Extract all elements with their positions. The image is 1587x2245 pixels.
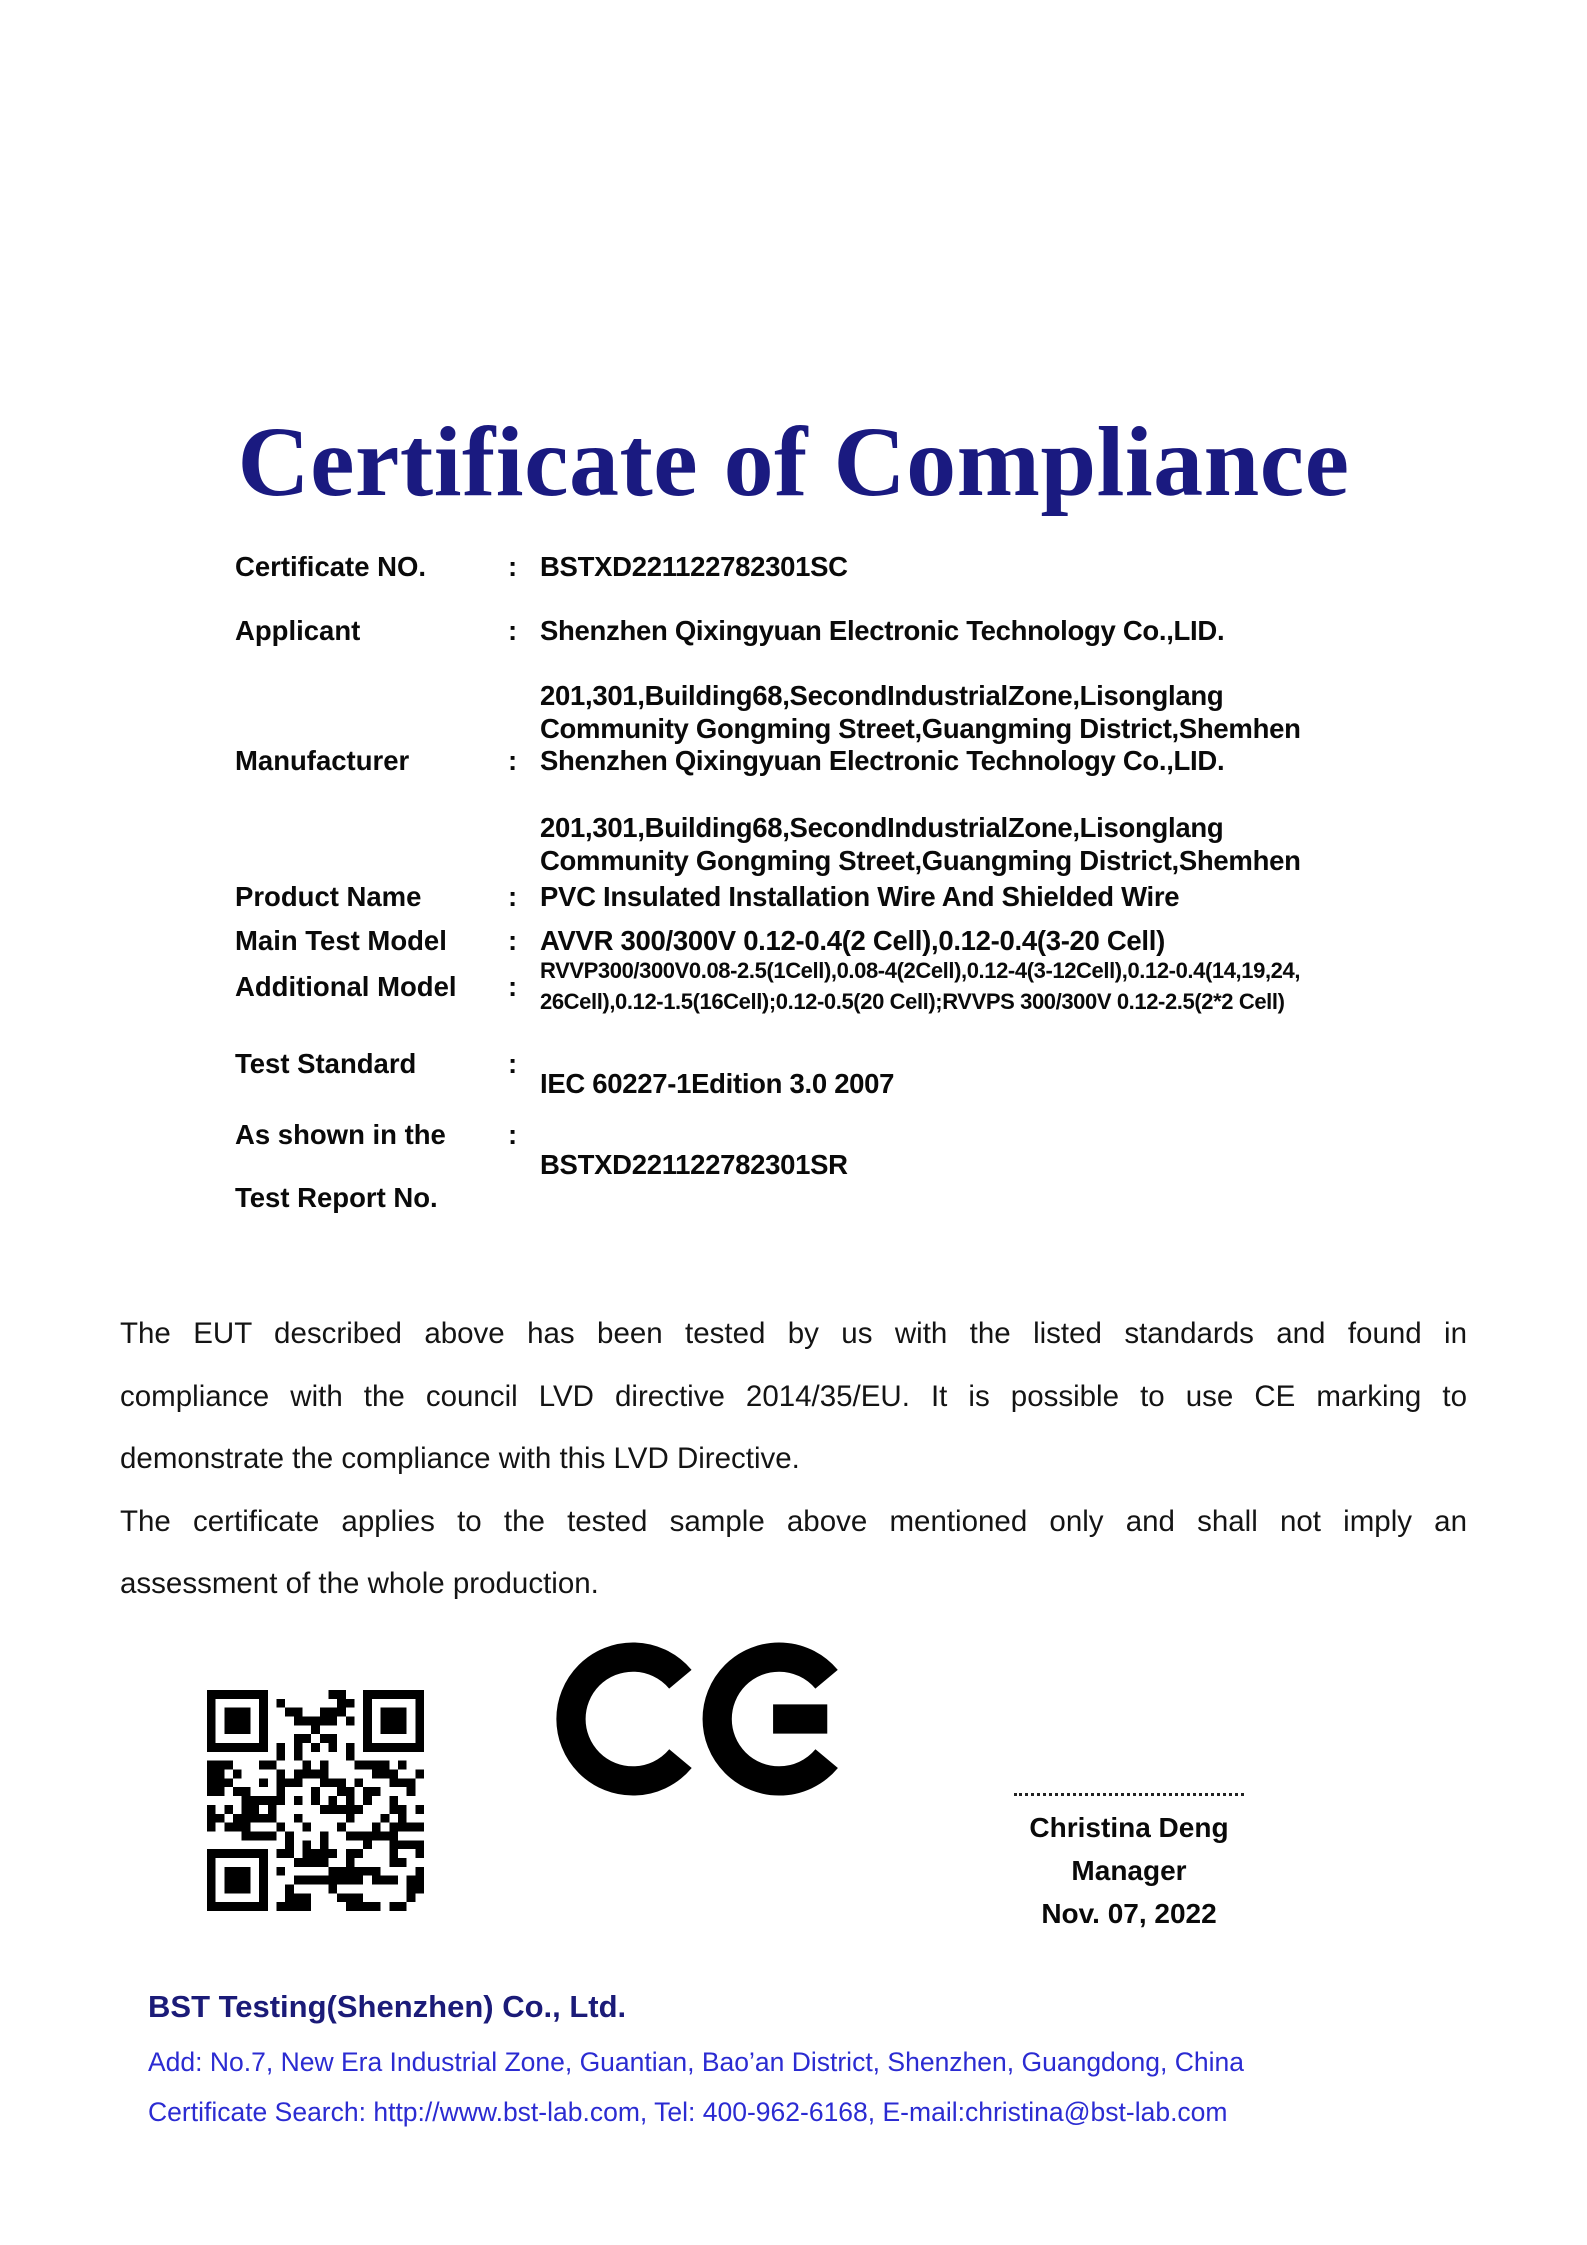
colon-separator: :: [508, 925, 518, 956]
lab-contact-line: Certificate Search: http://www.bst-lab.com, Tel: 400-962-6168, E-mail:christina@bst-lab.com: [148, 2097, 1228, 2127]
colon-separator: :: [508, 615, 518, 646]
main-test-model-label: Main Test Model: [235, 925, 447, 956]
field-additional-model: [235, 955, 1470, 1017]
statement-line: compliance with the council LVD directive 2014/35/EU. It is possible to use CE marking to: [120, 1379, 1467, 1413]
statement-line: The certificate applies to the tested sample above mentioned only and shall not imply an: [120, 1504, 1467, 1538]
as-shown-label: As shown in the: [235, 1119, 446, 1150]
signature-block: [1012, 1793, 1246, 1935]
test-standard-value: IEC 60227-1Edition 3.0 2007: [540, 1068, 895, 1099]
colon-separator: :: [508, 1048, 518, 1079]
additional-model-label: Additional Model: [235, 970, 457, 1002]
test-report-no-value: BSTXD221122782301SR: [540, 1149, 848, 1180]
manufacturer-address: [235, 811, 1470, 877]
statement-paragraphs: [120, 1303, 1467, 1616]
colon-separator: :: [508, 970, 518, 1002]
signature-dotted-line: [1014, 1793, 1244, 1796]
page-title: Certificate of Compliance: [237, 406, 1350, 517]
test-report-label-row: [235, 1181, 1470, 1214]
main-test-model-value: AVVR 300/300V 0.12-0.4(2 Cell),0.12-0.4(3-20 Cell): [540, 925, 1165, 956]
field-certificate-no: [235, 550, 1470, 583]
ce-mark-icon: [556, 1633, 856, 1811]
applicant-address: [235, 679, 1470, 745]
colon-separator: :: [508, 745, 518, 776]
statement-line: demonstrate the compliance with this LVD Directive.: [120, 1442, 800, 1475]
applicant-value: Shenzhen Qixingyuan Electronic Technology Co.,LID.: [540, 615, 1225, 646]
footer: [148, 1988, 1468, 2129]
additional-model-value-line2: 26Cell),0.12-1.5(16Cell);0.12-0.5(20 Cell);RVVPS 300/300V 0.12-2.5(2*2 Cell): [540, 989, 1285, 1014]
test-report-value-row: [540, 1148, 1587, 1181]
manufacturer-value: Shenzhen Qixingyuan Electronic Technology Co.,LID.: [540, 745, 1225, 776]
signer-role: Manager: [1071, 1855, 1187, 1886]
field-main-test-model: [235, 924, 1470, 957]
test-standard-label: Test Standard: [235, 1048, 417, 1079]
signature-date: Nov. 07, 2022: [1041, 1898, 1217, 1929]
field-applicant: [235, 614, 1470, 647]
statement-line: assessment of the whole production.: [120, 1567, 599, 1600]
manufacturer-address-line2: Community Gongming Street,Guangming District,Shemhen: [540, 845, 1301, 876]
lab-address: Add: No.7, New Era Industrial Zone, Guantian, Bao’an District, Shenzhen, Guangdong, China: [148, 2047, 1244, 2077]
manufacturer-address-line1: 201,301,Building68,SecondIndustrialZone,Lisonglang: [540, 812, 1224, 843]
colon-separator: :: [508, 1119, 518, 1150]
statement-line: The EUT described above has been tested by us with the listed standards and found in: [120, 1317, 1467, 1350]
applicant-address-line1: 201,301,Building68,SecondIndustrialZone,Lisonglang: [540, 680, 1224, 711]
field-product-name: [235, 880, 1470, 913]
colon-separator: :: [508, 551, 518, 582]
applicant-address-line2: Community Gongming Street,Guangming District,Shemhen: [540, 713, 1301, 744]
field-as-shown-in-the: [235, 1118, 1470, 1151]
product-name-label: Product Name: [235, 881, 422, 912]
certificate-no-value: BSTXD221122782301SC: [540, 551, 848, 582]
test-report-no-label: Test Report No.: [235, 1182, 438, 1213]
colon-separator: :: [508, 881, 518, 912]
lab-company-name: BST Testing(Shenzhen) Co., Ltd.: [148, 1989, 627, 2024]
field-manufacturer: [235, 744, 1470, 777]
qr-code-icon: [207, 1690, 424, 1911]
signer-name: Christina Deng: [1029, 1812, 1229, 1843]
manufacturer-label: Manufacturer: [235, 745, 410, 776]
additional-model-value-line1: RVVP300/300V0.08-2.5(1Cell),0.08-4(2Cell),0.12-4(3-12Cell),0.12-0.4(14,19,24,: [540, 958, 1301, 983]
field-test-standard: [235, 1047, 1470, 1100]
applicant-label: Applicant: [235, 615, 361, 646]
certificate-no-label: Certificate NO.: [235, 551, 427, 582]
product-name-value: PVC Insulated Installation Wire And Shielded Wire: [540, 881, 1180, 912]
